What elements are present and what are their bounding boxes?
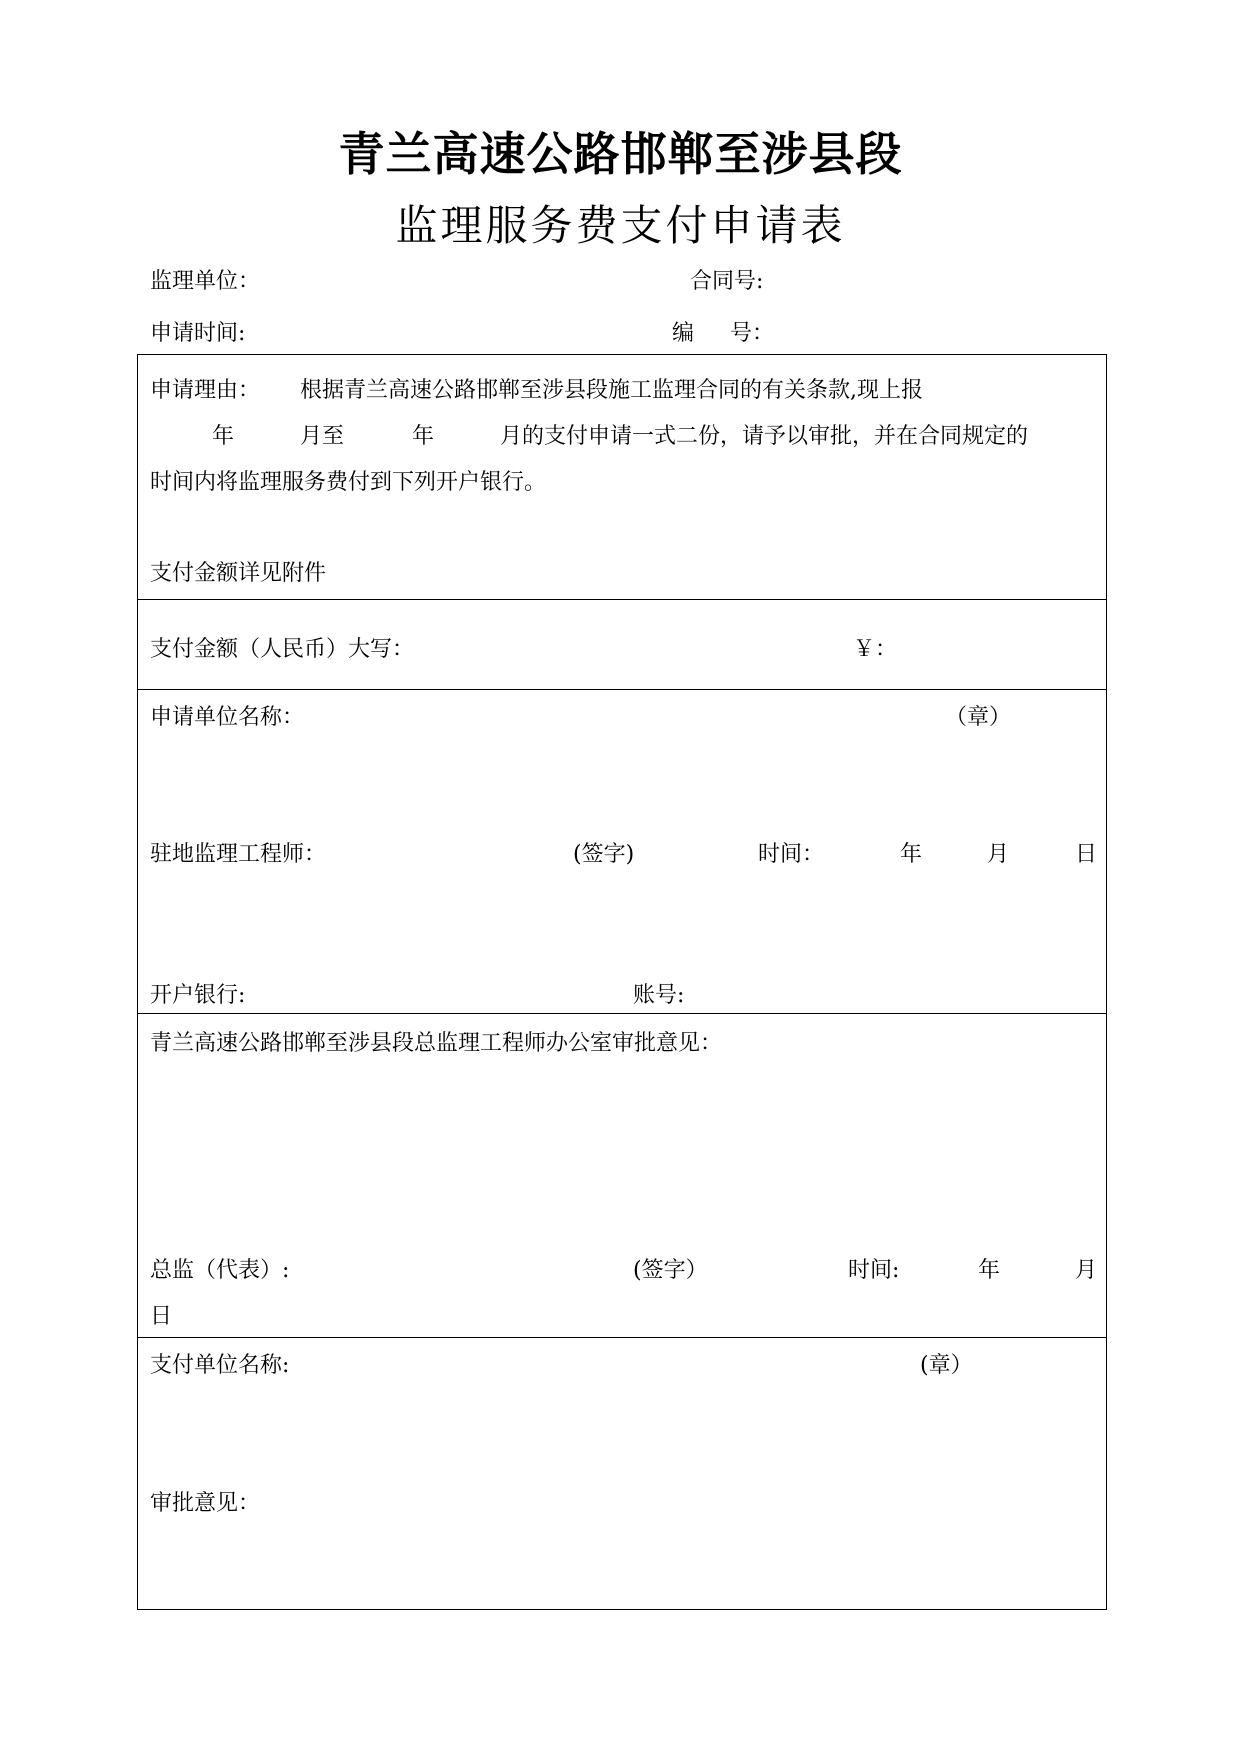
applicant-name-label: 申请单位名称： <box>150 705 305 730</box>
payer-opinion-label: 审批意见： <box>150 1491 261 1516</box>
chief-opinion-label: 青兰高速公路邯郸至涉县段总监理工程师办公室审批意见： <box>150 1031 723 1056</box>
bank-label: 开户银行: <box>150 983 246 1008</box>
payer-seal: (章） <box>920 1353 973 1378</box>
contract-no-label: 合同号: <box>690 269 764 294</box>
resident-time-month: 月 <box>987 842 1010 867</box>
reason-text-line3: 时间内将监理服务费付到下列开户银行。 <box>150 470 547 495</box>
chief-time-day: 日 <box>150 1304 173 1329</box>
reason-year2: 年 <box>412 424 435 449</box>
document-subtitle: 监理服务费支付申请表 <box>395 201 846 250</box>
chief-time-year: 年 <box>978 1258 1001 1283</box>
amount-yen-label: ￥： <box>853 637 898 662</box>
chief-sign: (签字） <box>633 1258 708 1283</box>
resident-time-day: 日 <box>1075 842 1098 867</box>
row-divider <box>137 1337 1107 1338</box>
apply-time-label: 申请时间: <box>150 321 246 346</box>
form-table <box>137 354 1107 1610</box>
account-label: 账号: <box>633 983 685 1008</box>
reason-month-to: 月至 <box>300 424 345 449</box>
chief-time-month: 月 <box>1075 1258 1098 1283</box>
resident-engineer-label: 驻地监理工程师： <box>150 842 327 867</box>
amount-words-label: 支付金额（人民币）大写： <box>150 637 415 662</box>
reason-text-line1: 根据青兰高速公路邯郸至涉县段施工监理合同的有关条款,现上报 <box>300 378 923 403</box>
reason-year1: 年 <box>212 424 235 449</box>
document-title: 青兰高速公路邯郸至涉县段 <box>338 127 903 181</box>
resident-engineer-sign: (签字) <box>573 842 635 867</box>
chief-time-label: 时间: <box>848 1258 900 1283</box>
reason-text-line2: 月的支付申请一式二份，请予以审批，并在合同规定的 <box>500 424 1029 449</box>
attachment-note: 支付金额详见附件 <box>150 561 327 586</box>
reason-label: 申请理由： <box>150 378 261 403</box>
resident-time-year: 年 <box>900 842 923 867</box>
chief-label: 总监（代表）: <box>150 1258 290 1283</box>
row-divider <box>137 599 1107 600</box>
row-divider <box>137 689 1107 690</box>
supervisor-unit-label: 监理单位： <box>150 269 261 294</box>
applicant-seal: （章） <box>945 705 1012 730</box>
payer-name-label: 支付单位名称: <box>150 1353 290 1378</box>
resident-time-label: 时间： <box>758 842 825 867</box>
serial-no-label-part2: 号： <box>730 321 775 346</box>
row-divider <box>137 1013 1107 1014</box>
serial-no-label-part1: 编 <box>672 321 695 346</box>
